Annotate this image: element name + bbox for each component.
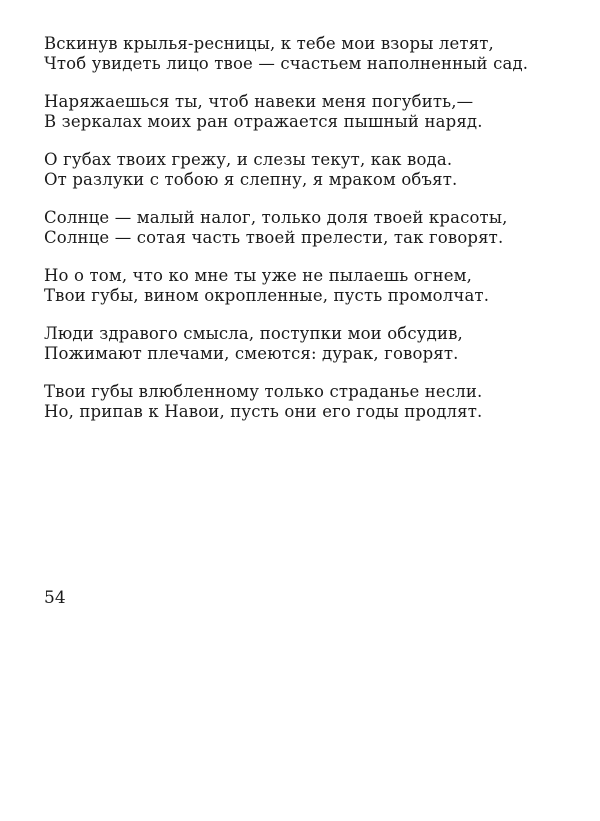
- poem-line: Но о том, что ко мне ты уже не пылаешь огнем,: [44, 266, 473, 285]
- poem-line: Твои губы, вином окропленные, пусть промолчат.: [44, 286, 490, 305]
- poem-line: В зеркалах моих ран отражается пышный наряд.: [44, 112, 483, 131]
- stanza: [44, 266, 574, 306]
- poem-line: Пожимают плечами, смеются: дурак, говорят.: [44, 344, 459, 363]
- stanza: [44, 382, 574, 422]
- poem-line: От разлуки с тобою я слепну, я мраком объят.: [44, 170, 458, 189]
- poem-line: Наряжаешься ты, чтоб навеки меня погубить,—: [44, 92, 474, 111]
- stanza: [44, 34, 574, 74]
- poem-line: О губах твоих грежу, и слезы текут, как вода.: [44, 150, 453, 169]
- poem-line: Солнце — малый налог, только доля твоей красоты,: [44, 208, 508, 227]
- stanza: [44, 92, 574, 132]
- poem-line: Твои губы влюбленному только страданье несли.: [44, 382, 483, 401]
- stanza: [44, 324, 574, 364]
- poem-line: Солнце — сотая часть твоей прелести, так говорят.: [44, 228, 504, 247]
- stanza: [44, 150, 574, 190]
- poem: [44, 34, 574, 440]
- poem-line: Люди здравого смысла, поступки мои обсудив,: [44, 324, 463, 343]
- poem-line: Но, припав к Навои, пусть они его годы продлят.: [44, 402, 483, 421]
- page-number: 54: [44, 588, 66, 608]
- poem-line: Чтоб увидеть лицо твое — счастьем наполненный сад.: [44, 54, 529, 73]
- stanza: [44, 208, 574, 248]
- poem-line: Вскинув крылья-ресницы, к тебе мои взоры летят,: [44, 34, 494, 53]
